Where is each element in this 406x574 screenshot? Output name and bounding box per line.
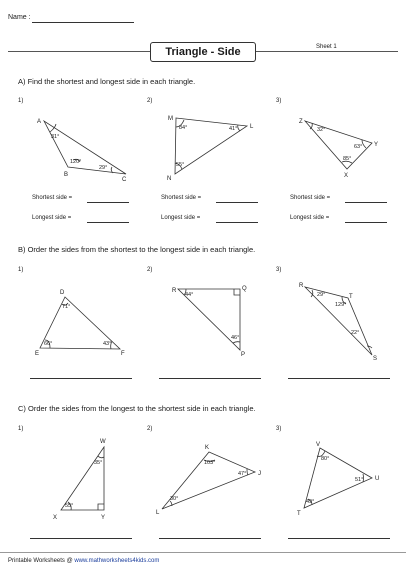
b2-answer-line[interactable] <box>159 378 261 379</box>
a3-longest-label: Longest side = <box>290 215 330 221</box>
a2-longest-answer[interactable] <box>216 222 258 223</box>
section-a-instruction: A) Find the shortest and longest side in each triangle. <box>18 77 196 86</box>
section-c-num-2: 2) <box>147 426 153 432</box>
c3-vertex-v: V <box>316 442 321 448</box>
section-c-instruction: C) Order the sides from the longest to the shortest side in each triangle. <box>18 404 256 413</box>
a3-angle-2: 63° <box>354 144 363 150</box>
a2-shortest-answer[interactable] <box>216 202 258 203</box>
c3-angle-2: 51° <box>355 477 364 483</box>
a1-vertex-a: A <box>37 119 42 125</box>
section-b-instruction: B) Order the sides from the shortest to the longest side in each triangle. <box>18 245 256 254</box>
c2-angle-1: 103° <box>204 460 216 466</box>
a1-longest-label: Longest side = <box>32 215 72 221</box>
triangle-c1 <box>61 447 104 510</box>
c2-vertex-j: J <box>258 471 261 477</box>
name-label: Name : <box>8 14 31 21</box>
b1-vertex-e: E <box>35 351 40 357</box>
section-a-num-1: 1) <box>18 98 24 104</box>
section-b-num-3: 3) <box>276 267 282 273</box>
section-a-num-3: 3) <box>276 98 282 104</box>
b1-vertex-d: D <box>60 290 65 296</box>
c1-vertex-x: X <box>53 515 58 521</box>
a3-vertex-x: X <box>344 173 349 179</box>
c3-answer-line[interactable] <box>288 538 390 539</box>
a1-longest-answer[interactable] <box>87 222 129 223</box>
section-b-num-1: 1) <box>18 267 24 273</box>
footer-prefix: Printable Worksheets @ <box>8 558 75 564</box>
c1-vertex-y: Y <box>101 515 106 521</box>
b3-angle-2: 129° <box>335 302 347 308</box>
a2-shortest-label: Shortest side = <box>161 195 202 201</box>
b3-vertex-r: R <box>299 283 304 289</box>
a3-longest-answer[interactable] <box>345 222 387 223</box>
c2-vertex-k: K <box>205 445 210 451</box>
a2-vertex-l: L <box>250 124 254 130</box>
a3-shortest-answer[interactable] <box>345 202 387 203</box>
c3-vertex-u: U <box>375 476 380 482</box>
c2-answer-line[interactable] <box>159 538 261 539</box>
section-c-num-3: 3) <box>276 426 282 432</box>
b2-angle-2: 46° <box>231 335 240 341</box>
a1-angle-2: 120° <box>70 159 82 165</box>
a2-vertex-m: M <box>168 116 173 122</box>
section-a-num-2: 2) <box>147 98 153 104</box>
a1-shortest-answer[interactable] <box>87 202 129 203</box>
c1-vertex-w: W <box>100 439 106 445</box>
c1-angle-1: 35° <box>94 460 103 466</box>
a1-vertex-c: C <box>122 177 127 183</box>
b2-angle-1: 44° <box>185 292 194 298</box>
b3-vertex-t: T <box>349 294 353 300</box>
b1-angle-3: 43° <box>103 341 112 347</box>
c3-angle-1: 80° <box>321 456 330 462</box>
a2-angle-1: 84° <box>179 125 188 131</box>
c2-angle-3: 30° <box>170 496 179 502</box>
a1-angle-3: 29° <box>99 165 108 171</box>
a2-angle-3: 55° <box>176 162 185 168</box>
b3-answer-line[interactable] <box>288 378 390 379</box>
a3-angle-3: 85° <box>343 156 352 162</box>
a2-vertex-n: N <box>167 176 172 182</box>
b3-angle-1: 29° <box>317 292 326 298</box>
a3-shortest-label: Shortest side = <box>290 195 331 201</box>
c1-answer-line[interactable] <box>30 538 132 539</box>
page-title: Triangle - Side <box>150 42 256 62</box>
b1-answer-line[interactable] <box>30 378 132 379</box>
b2-vertex-q: Q <box>242 286 247 292</box>
b3-vertex-s: S <box>373 356 378 362</box>
a3-vertex-z: Z <box>299 119 303 125</box>
a1-angle-1: 31° <box>51 134 60 140</box>
a3-angle-1: 32° <box>317 127 326 133</box>
footer-text <box>8 558 159 564</box>
b3-angle-3: 22° <box>351 330 360 336</box>
b1-vertex-f: F <box>121 351 125 357</box>
section-b-num-2: 2) <box>147 267 153 273</box>
footer-link[interactable]: www.mathworksheets4kids.com <box>74 558 160 564</box>
sheet-number: Sheet 1 <box>316 44 337 50</box>
a3-vertex-y: Y <box>374 142 379 148</box>
b2-vertex-r: R <box>172 288 177 294</box>
a2-longest-label: Longest side = <box>161 215 201 221</box>
section-c-num-1: 1) <box>18 426 24 432</box>
a2-angle-2: 41° <box>229 126 238 132</box>
a1-vertex-b: B <box>64 172 69 178</box>
c1-angle-2: 55° <box>65 503 74 509</box>
c2-vertex-l: L <box>156 510 160 516</box>
c2-angle-2: 47° <box>238 471 247 477</box>
triangle-b3 <box>305 287 372 355</box>
c3-vertex-t: T <box>297 511 301 517</box>
b1-angle-2: 66° <box>44 341 53 347</box>
b2-vertex-p: P <box>241 352 246 358</box>
c3-angle-3: 49° <box>306 499 315 505</box>
triangle-a1 <box>44 121 126 174</box>
a1-shortest-label: Shortest side = <box>32 195 73 201</box>
b1-angle-1: 71° <box>62 304 71 310</box>
footer-rule <box>0 552 406 553</box>
